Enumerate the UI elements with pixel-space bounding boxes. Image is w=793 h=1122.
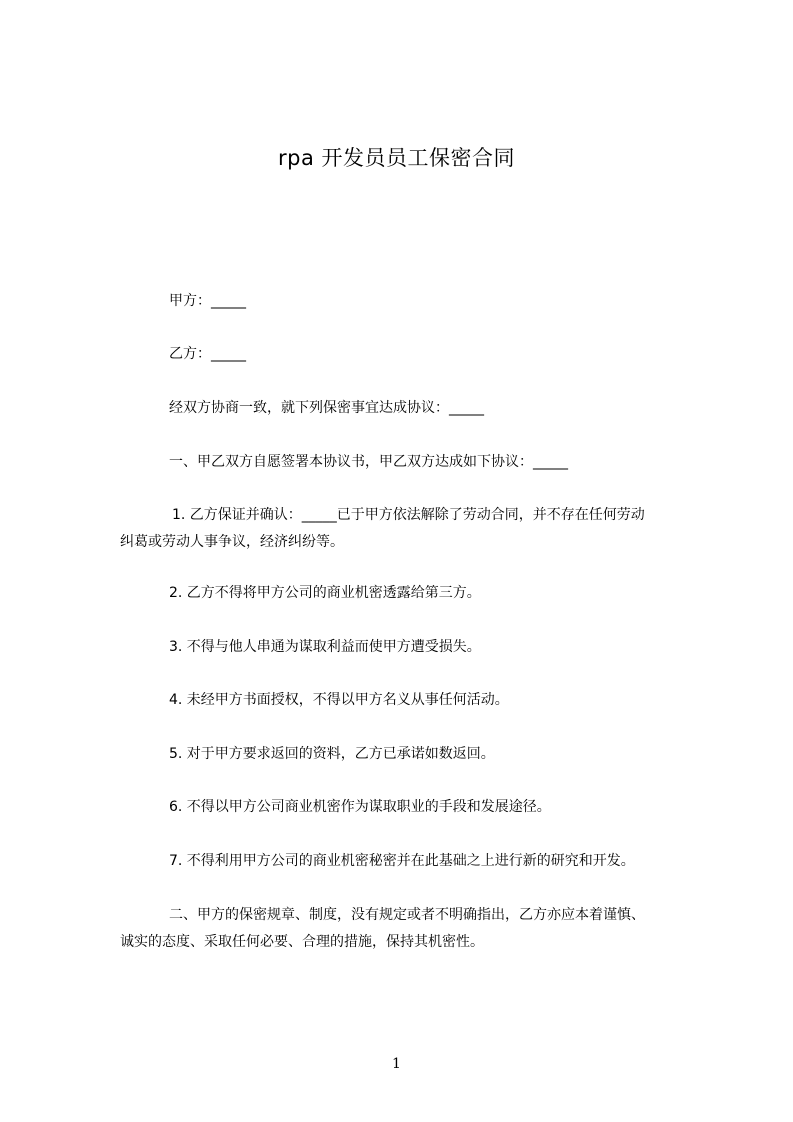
clause-3: 3. 不得与他人串通为谋取利益而使甲方遭受损失。	[169, 639, 481, 655]
clause-5: 5. 对于甲方要求返回的资料，乙方已承诺如数返回。	[169, 746, 495, 762]
clause-6: 6. 不得以甲方公司商业机密作为谋取职业的手段和发展途径。	[169, 799, 551, 815]
page-number: 1	[392, 1056, 401, 1072]
section-1-heading: 一、甲乙双方自愿签署本协议书，甲乙双方达成如下协议：_____	[169, 454, 568, 470]
clause-1-line-1: 1. 乙方保证并确认：_____已于甲方依法解除了劳动合同，并不存在任何劳动	[172, 507, 645, 523]
document-title: rpa 开发员员工保密合同	[277, 146, 515, 170]
party-a-line: 甲方：_____	[169, 293, 246, 309]
clause-2: 2. 乙方不得将甲方公司的商业机密透露给第三方。	[169, 585, 481, 601]
section-2-line-1: 二、甲方的保密规章、制度，没有规定或者不明确指出，乙方亦应本着谨慎、	[169, 907, 645, 923]
section-2-line-2: 诚实的态度、采取任何必要、合理的措施，保持其机密性。	[120, 934, 484, 950]
intro-paragraph: 经双方协商一致，就下列保密事宜达成协议：_____	[169, 400, 484, 416]
clause-7: 7. 不得利用甲方公司的商业机密秘密并在此基础之上进行新的研究和开发。	[169, 853, 635, 869]
party-b-line: 乙方：_____	[169, 346, 246, 362]
clause-1-line-2: 纠葛或劳动人事争议，经济纠纷等。	[120, 534, 344, 550]
clause-4: 4. 未经甲方书面授权，不得以甲方名义从事任何活动。	[169, 692, 509, 708]
